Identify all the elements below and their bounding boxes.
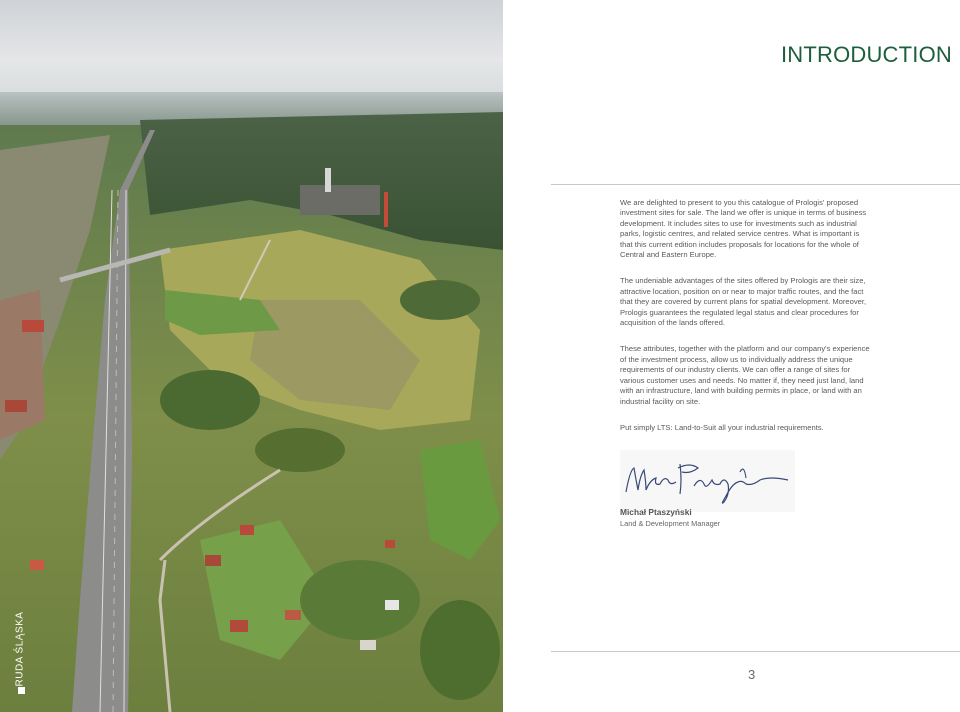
photo-location-label: RUDA ŚLĄSKA: [14, 611, 26, 687]
bottom-divider: [551, 651, 960, 652]
page-number: 3: [748, 667, 756, 682]
signature-image: [620, 450, 800, 512]
signer-role: Land & Development Manager: [620, 519, 721, 528]
intro-paragraph-3: These attributes, together with the platform and our company's experience of the investment process, allow us to individually address the unique requirements of our industry clients. We can offer a range of sites for various customer uses and needs. No matter if, they need just land, land with an infrastructure, land with building permits in place, or land with an industrial facility on site.: [620, 344, 870, 406]
intro-paragraph-2: The undeniable advantages of the sites offered by Prologis are their size, attractive location, position on or near to major traffic routes, and the fact that they are covered by current plans for spatial development. Moreover, Prologis guarantees the regulated legal status and clear procedures for acquisition of the lands offered.: [620, 276, 867, 328]
page-title: INTRODUCTION: [780, 42, 952, 67]
handwritten-signature: [620, 450, 800, 512]
signer-name: Michał Ptaszyński: [620, 507, 692, 517]
intro-paragraph-4: Put simply LTS: Land-to-Suit all your industrial requirements.: [620, 422, 824, 432]
caption-square-icon: [18, 687, 25, 694]
top-divider: [551, 184, 960, 185]
photo-caption: [14, 594, 28, 694]
introduction-body: [620, 198, 872, 433]
intro-paragraph-1: We are delighted to present to you this catalogue of Prologis' proposed investment sites for sale. The land we offer is unique in terms of business development. It includes sites to use for investments such as industrial parks, logistic centres, and related service centres. What is important is that this current edition includes proposals for locations for the whole of Central and Eastern Europe.: [620, 198, 867, 260]
